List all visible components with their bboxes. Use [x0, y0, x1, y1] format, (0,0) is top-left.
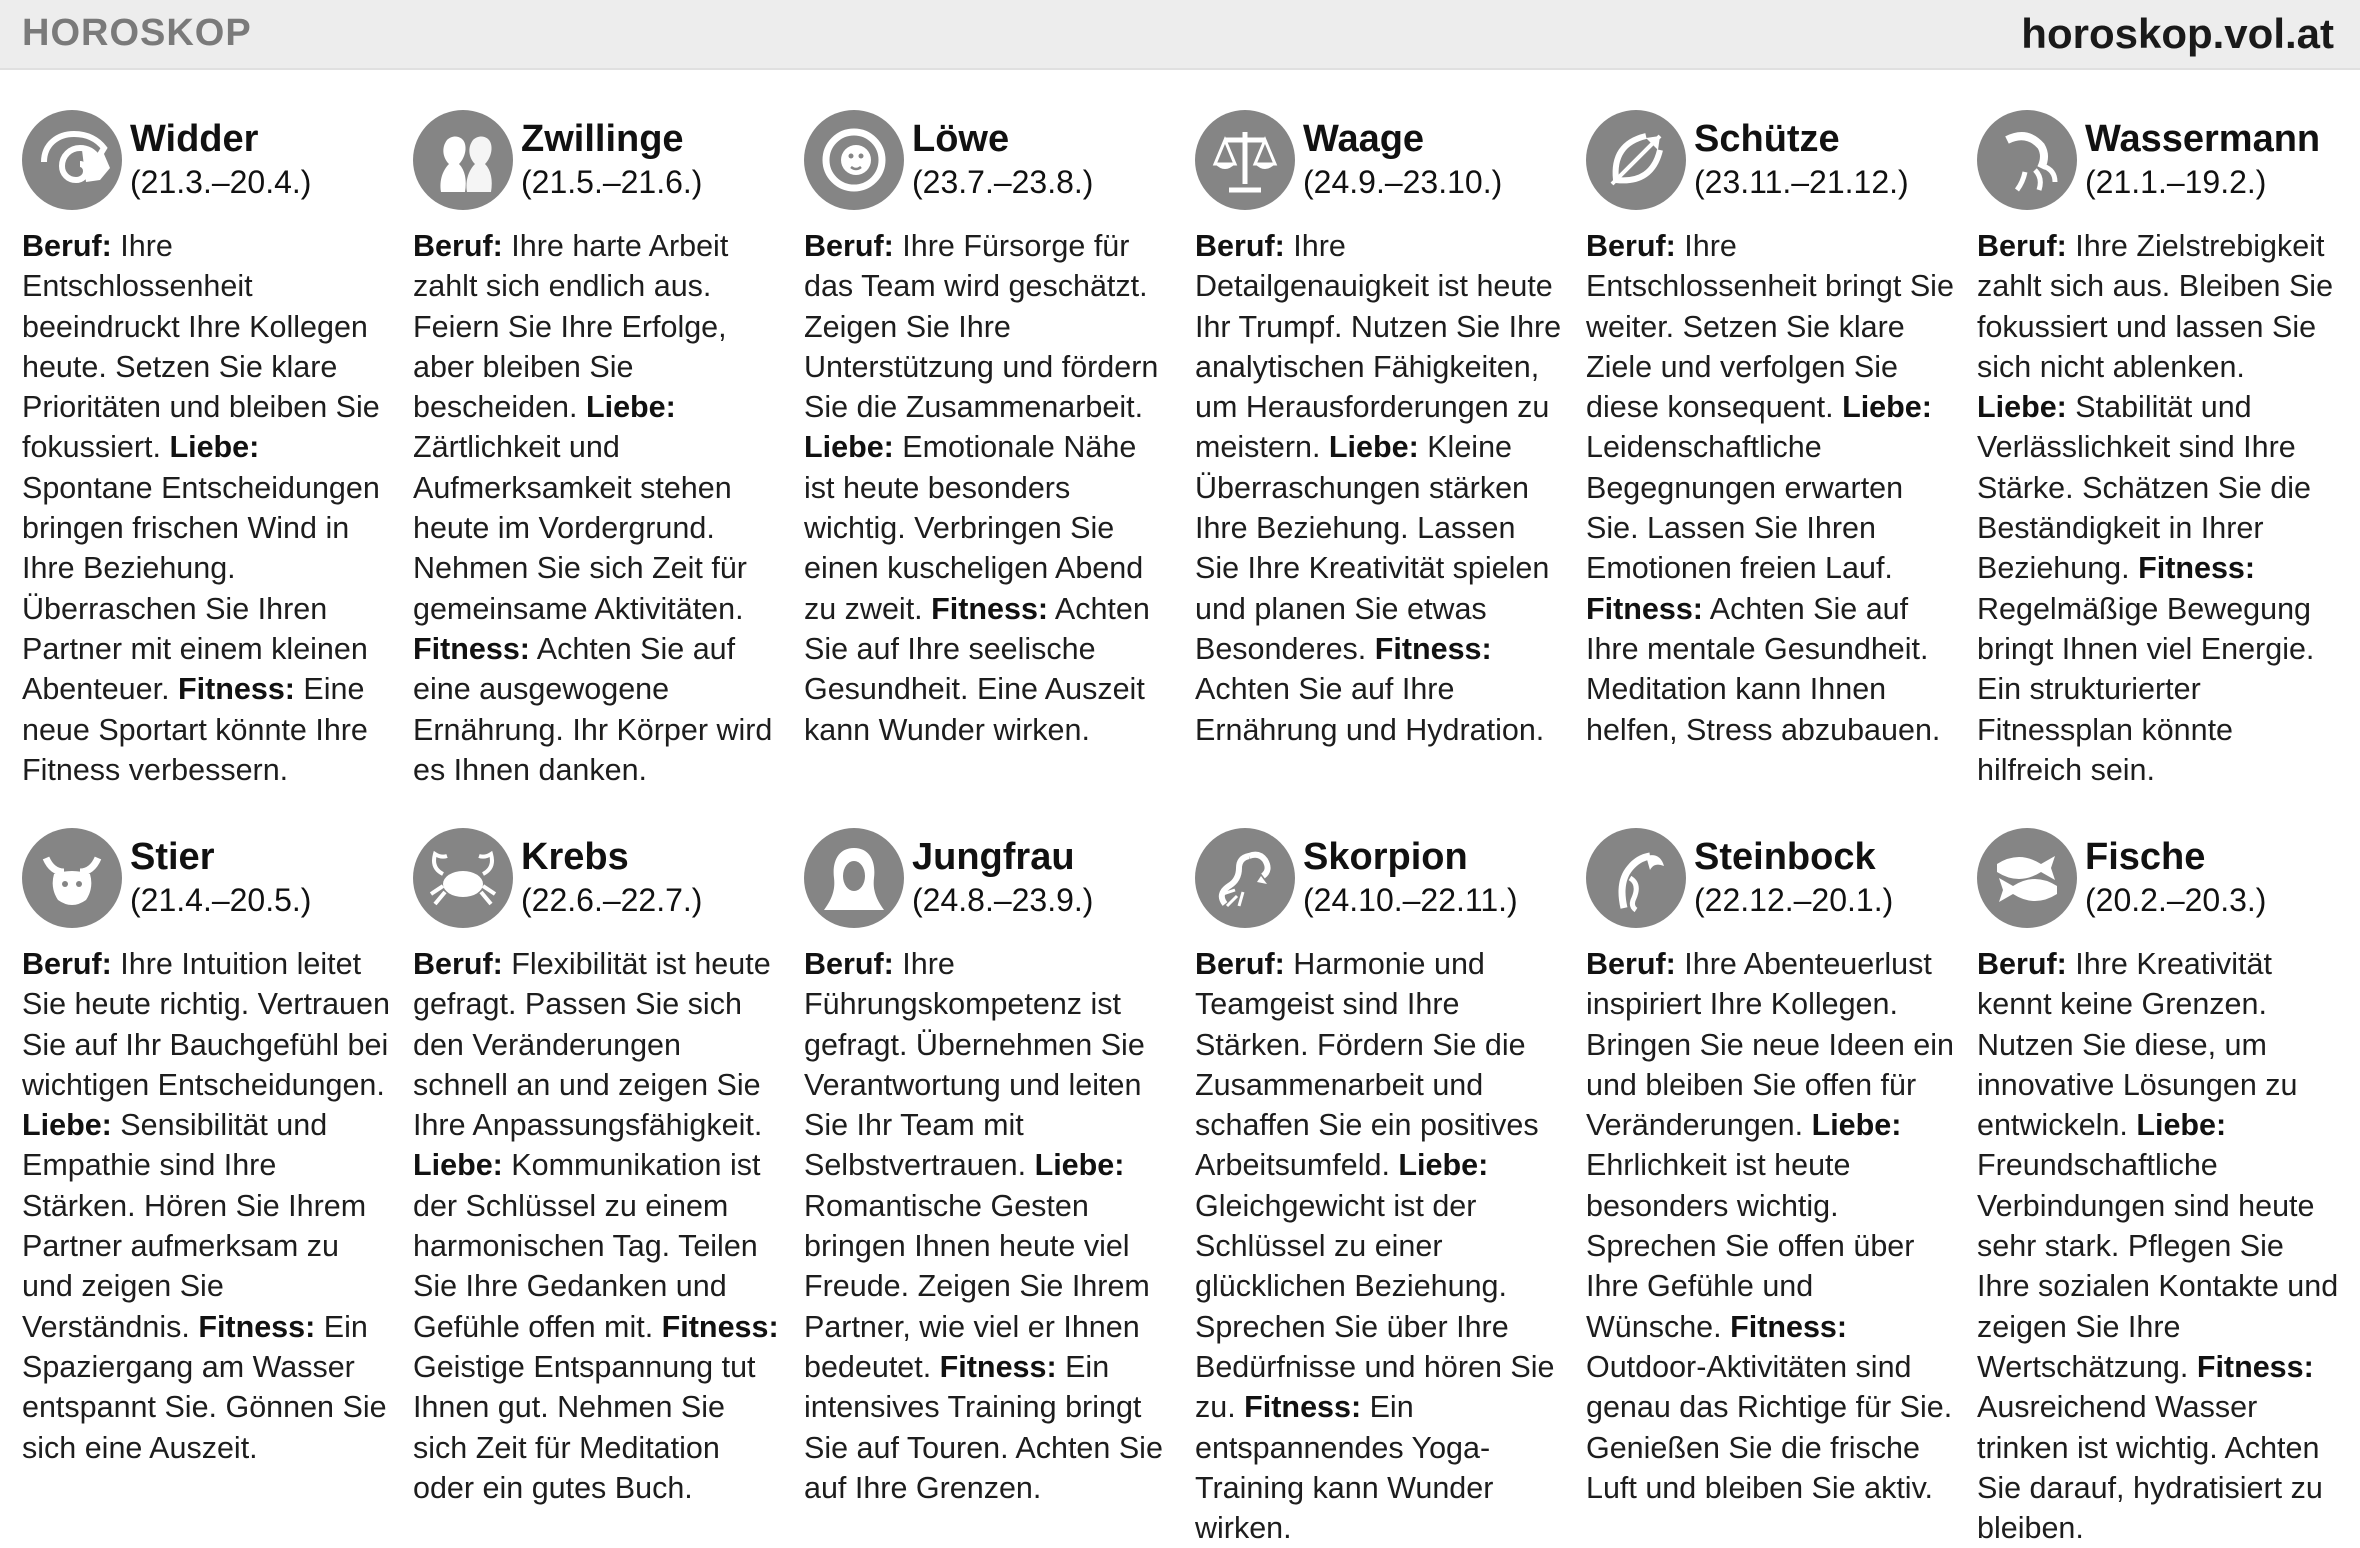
category-label: Beruf: [1977, 947, 2067, 981]
sign-name: Krebs [521, 836, 629, 878]
horoscope-card [804, 110, 1174, 750]
category-label: Liebe: [1811, 1108, 1902, 1143]
category-text: Ihre Entschlossenheit beeindruckt Ihre Kollegen heute. Setzen Sie klare Prioritäten und bleiben Sie fokussiert. [22, 229, 380, 465]
sign-text [804, 226, 1174, 750]
category-label: Fitness: [1374, 631, 1492, 666]
sign-text [1195, 226, 1565, 750]
category-text: Regelmäßige Bewegung bringt Ihnen viel Energie. Ein strukturierter Fitnessplan könnte hilfreich sein. [1977, 591, 2315, 787]
sign-text [413, 226, 783, 790]
horoscope-card [1586, 828, 1956, 1508]
sign-text [1195, 944, 1565, 1548]
category-text: Outdoor-Aktivitäten sind genau das Richtige für Sie. Genießen Sie die frische Luft und bleiben Sie aktiv. [1586, 1349, 1953, 1505]
sign-header [22, 110, 392, 216]
category-label: Beruf: [22, 229, 112, 263]
category-label: Liebe: [413, 1148, 503, 1183]
category-label: Liebe: [1977, 390, 2067, 425]
sign-text [1586, 226, 1956, 750]
category-label: Beruf: [804, 229, 894, 263]
horoscope-card [22, 110, 392, 790]
category-text: Gleichgewicht ist der Schlüssel zu einer glücklichen Beziehung. Sprechen Sie über Ihre Bedürfnisse und hören Sie zu. [1195, 1188, 1555, 1425]
category-text: Ihre Führungskompetenz ist gefragt. Übernehmen Sie Verantwortung und leiten Sie Ihr Team mit Selbstvertrauen. [804, 947, 1145, 1183]
category-text: Eine neue Sportart könnte Ihre Fitness verbessern. [22, 672, 368, 787]
sign-dates: (24.10.–22.11.) [1303, 882, 1518, 918]
sign-text [413, 944, 783, 1508]
sign-name: Widder [130, 118, 259, 160]
sign-name: Steinbock [1694, 836, 1876, 878]
sign-name: Skorpion [1303, 836, 1468, 878]
sign-header [22, 828, 392, 934]
category-label: Fitness: [1730, 1309, 1848, 1344]
sign-header [1195, 110, 1565, 216]
sign-dates: (22.6.–22.7.) [521, 882, 703, 918]
sign-name: Zwillinge [521, 118, 684, 160]
site-url-link[interactable]: horoskop.vol.at [2021, 10, 2334, 57]
category-label: Beruf: [413, 947, 503, 981]
category-label: Beruf: [804, 947, 894, 981]
category-text: Achten Sie auf Ihre Ernährung und Hydration. [1195, 672, 1545, 747]
category-label: Fitness: [2138, 551, 2256, 586]
horoscope-card [1977, 828, 2339, 1548]
horoscope-card [413, 828, 783, 1508]
ram-icon [22, 110, 122, 210]
sign-name: Löwe [912, 118, 1010, 160]
category-text: Ihre Kreativität kennt keine Grenzen. Nutzen Sie diese, um innovative Lösungen zu entwickeln. [1977, 947, 2298, 1143]
sign-header [1586, 828, 1956, 934]
category-text: Ihre Zielstrebigkeit zahlt sich aus. Bleiben Sie fokussiert und lassen Sie sich nicht ablenken. [1977, 229, 2334, 384]
sign-text [1977, 226, 2339, 790]
category-text: Kleine Überraschungen stärken Ihre Beziehung. Lassen Sie Ihre Kreativität spielen und planen Sie etwas Besonderes. [1195, 430, 1550, 666]
category-label: Fitness: [1244, 1390, 1362, 1425]
virgin-icon [804, 828, 904, 928]
sign-header [413, 110, 783, 216]
category-label: Liebe: [1842, 390, 1932, 425]
category-text: Emotionale Nähe ist heute besonders wichtig. Verbringen Sie einen kuscheligen Abend zu zweit. [804, 430, 1144, 626]
category-label: Beruf: [1586, 229, 1676, 263]
archer-bow-icon [1586, 110, 1686, 210]
sign-header [804, 828, 1174, 934]
sign-dates: (20.2.–20.3.) [2085, 882, 2267, 918]
sign-dates: (24.8.–23.9.) [912, 882, 1094, 918]
lion-icon [804, 110, 904, 210]
category-label: Beruf: [413, 229, 503, 263]
sign-text [22, 226, 392, 790]
category-text: Romantische Gesten bringen Ihnen heute viel Freude. Zeigen Sie Ihrem Partner, wie viel er Ihnen bedeutet. [804, 1188, 1150, 1384]
sign-dates: (23.11.–21.12.) [1694, 164, 1909, 200]
scales-icon [1195, 110, 1295, 210]
category-text: Ihre Detailgenauigkeit ist heute Ihr Trumpf. Nutzen Sie Ihre analytischen Fähigkeiten, um Herausforderungen zu meistern. [1195, 229, 1562, 465]
category-text: Leidenschaftliche Begegnungen erwarten Sie. Lassen Sie Ihren Emotionen freien Lauf. [1586, 430, 1904, 586]
sign-header [1977, 828, 2339, 934]
category-text: Geistige Entspannung tut Ihnen gut. Nehmen Sie sich Zeit für Meditation oder ein gutes Buch. [413, 1349, 756, 1505]
sign-text [804, 944, 1174, 1508]
sign-text [1586, 944, 1956, 1508]
sign-name: Schütze [1694, 118, 1840, 160]
category-label: Fitness: [931, 591, 1049, 626]
category-text: Ihre harte Arbeit zahlt sich endlich aus. Feiern Sie Ihre Erfolge, aber bleiben Sie bescheiden. [413, 229, 729, 425]
category-label: Beruf: [1977, 229, 2067, 263]
sign-header [413, 828, 783, 934]
category-text: Ein Spaziergang am Wasser entspannt Sie. Gönnen Sie sich eine Auszeit. [22, 1309, 387, 1465]
fish-icon [1977, 828, 2077, 928]
sign-dates: (21.5.–21.6.) [521, 164, 703, 200]
sign-text [1977, 944, 2339, 1548]
category-text: Ein entspannendes Yoga-Training kann Wunder wirken. [1195, 1390, 1494, 1546]
category-text: Ein intensives Training bringt Sie auf Touren. Achten Sie auf Ihre Grenzen. [804, 1349, 1163, 1505]
category-label: Fitness: [2196, 1349, 2314, 1384]
category-text: Ihre Intuition leitet Sie heute richtig. Vertrauen Sie auf Ihr Bauchgefühl bei wichtigen Entscheidungen. [22, 947, 390, 1102]
category-label: Fitness: [939, 1349, 1057, 1384]
category-label: Fitness: [198, 1309, 316, 1344]
sign-dates: (21.1.–19.2.) [2085, 164, 2267, 200]
category-label: Liebe: [1328, 430, 1419, 465]
sign-name: Wassermann [2085, 118, 2321, 160]
sign-dates: (23.7.–23.8.) [912, 164, 1094, 200]
category-label: Fitness: [413, 631, 530, 666]
horoscope-card [1977, 110, 2339, 790]
category-text: Achten Sie auf Ihre seelische Gesundheit. Eine Auszeit kann Wunder wirken. [804, 591, 1150, 747]
scorpion-icon [1195, 828, 1295, 928]
category-label: Liebe: [1034, 1148, 1125, 1183]
sign-header [804, 110, 1174, 216]
category-text: Kommunikation ist der Schlüssel zu einem harmonischen Tag. Teilen Sie Ihre Gedanken und Gefühle offen mit. [413, 1148, 761, 1344]
sign-name: Waage [1303, 118, 1425, 160]
sign-header [1977, 110, 2339, 216]
category-text: Ihre Abenteuerlust inspiriert Ihre Kollegen. Bringen Sie neue Ideen ein und bleiben Sie offen für Veränderungen. [1586, 947, 1954, 1143]
category-label: Fitness: [178, 672, 295, 707]
crab-icon [413, 828, 513, 928]
sign-name: Stier [130, 836, 215, 878]
category-label: Beruf: [1586, 947, 1676, 981]
category-label: Liebe: [169, 430, 260, 465]
capricorn-goat-icon [1586, 828, 1686, 928]
category-text: Spontane Entscheidungen bringen frischen Wind in Ihre Beziehung. Überraschen Sie Ihren Partner mit einem kleinen Abenteuer. [22, 470, 380, 707]
category-label: Beruf: [1195, 947, 1285, 981]
sign-dates: (24.9.–23.10.) [1303, 164, 1503, 200]
water-bearer-icon [1977, 110, 2077, 210]
horoscope-card [1586, 110, 1956, 750]
horoscope-card [1195, 828, 1565, 1548]
category-label: Liebe: [2136, 1108, 2227, 1143]
horoscope-card [1195, 110, 1565, 750]
category-label: Liebe: [22, 1108, 112, 1143]
category-text: Ihre Fürsorge für das Team wird geschätzt. Zeigen Sie Ihre Unterstützung und fördern Sie die Zusammenarbeit. [804, 229, 1159, 425]
sign-dates: (21.4.–20.5.) [130, 882, 312, 918]
category-text: Ausreichend Wasser trinken ist wichtig. Achten Sie darauf, hydratisiert zu bleiben. [1977, 1390, 2323, 1546]
category-label: Beruf: [1195, 229, 1285, 263]
category-text: Ihre Entschlossenheit bringt Sie weiter. Setzen Sie klare Ziele und verfolgen Sie diese konsequent. [1586, 229, 1954, 425]
category-label: Liebe: [1398, 1148, 1489, 1183]
category-text: Freundschaftliche Verbindungen sind heute sehr stark. Pflegen Sie Ihre sozialen Kontakte und zeigen Sie Ihre Wertschätzung. [1977, 1148, 2339, 1384]
sign-header [1195, 828, 1565, 934]
sign-header [1586, 110, 1956, 216]
sign-text [22, 944, 392, 1468]
sign-dates: (21.3.–20.4.) [130, 164, 312, 200]
horoscope-card [413, 110, 783, 790]
category-label: Fitness: [1586, 591, 1703, 626]
category-text: Achten Sie auf eine ausgewogene Ernährung. Ihr Körper wird es Ihnen danken. [413, 631, 773, 787]
category-text: Stabilität und Verlässlichkeit sind Ihre Stärke. Schätzen Sie die Beständigkeit in Ihrer Beziehung. [1977, 390, 2311, 586]
bull-icon [22, 828, 122, 928]
section-title: HOROSKOP [22, 12, 252, 54]
category-text: Flexibilität ist heute gefragt. Passen Sie sich den Veränderungen schnell an und zeigen Sie Ihre Anpassungsfähigkeit. [413, 947, 771, 1143]
category-label: Liebe: [804, 430, 894, 465]
horoscope-card [804, 828, 1174, 1508]
twins-icon [413, 110, 513, 210]
category-text: Zärtlichkeit und Aufmerksamkeit stehen heute im Vordergrund. Nehmen Sie sich Zeit für gemeinsame Aktivitäten. [413, 430, 747, 626]
sign-name: Fische [2085, 836, 2206, 878]
sign-dates: (22.12.–20.1.) [1694, 882, 1894, 918]
category-label: Liebe: [585, 390, 676, 425]
category-text: Achten Sie auf Ihre mentale Gesundheit. Meditation kann Ihnen helfen, Stress abzubauen. [1586, 591, 1941, 747]
category-text: Harmonie und Teamgeist sind Ihre Stärken. Fördern Sie die Zusammenarbeit und schaffen Sie ein positives Arbeitsumfeld. [1195, 947, 1539, 1183]
category-text: Sensibilität und Empathie sind Ihre Stärken. Hören Sie Ihrem Partner aufmerksam zu und zeigen Sie Verständnis. [22, 1108, 367, 1344]
category-label: Beruf: [22, 947, 112, 981]
category-text: Ehrlichkeit ist heute besonders wichtig. Sprechen Sie offen über Ihre Gefühle und Wünsche. [1586, 1148, 1915, 1344]
horoscope-card [22, 828, 392, 1468]
sign-name: Jungfrau [912, 836, 1075, 878]
category-label: Fitness: [661, 1309, 779, 1344]
